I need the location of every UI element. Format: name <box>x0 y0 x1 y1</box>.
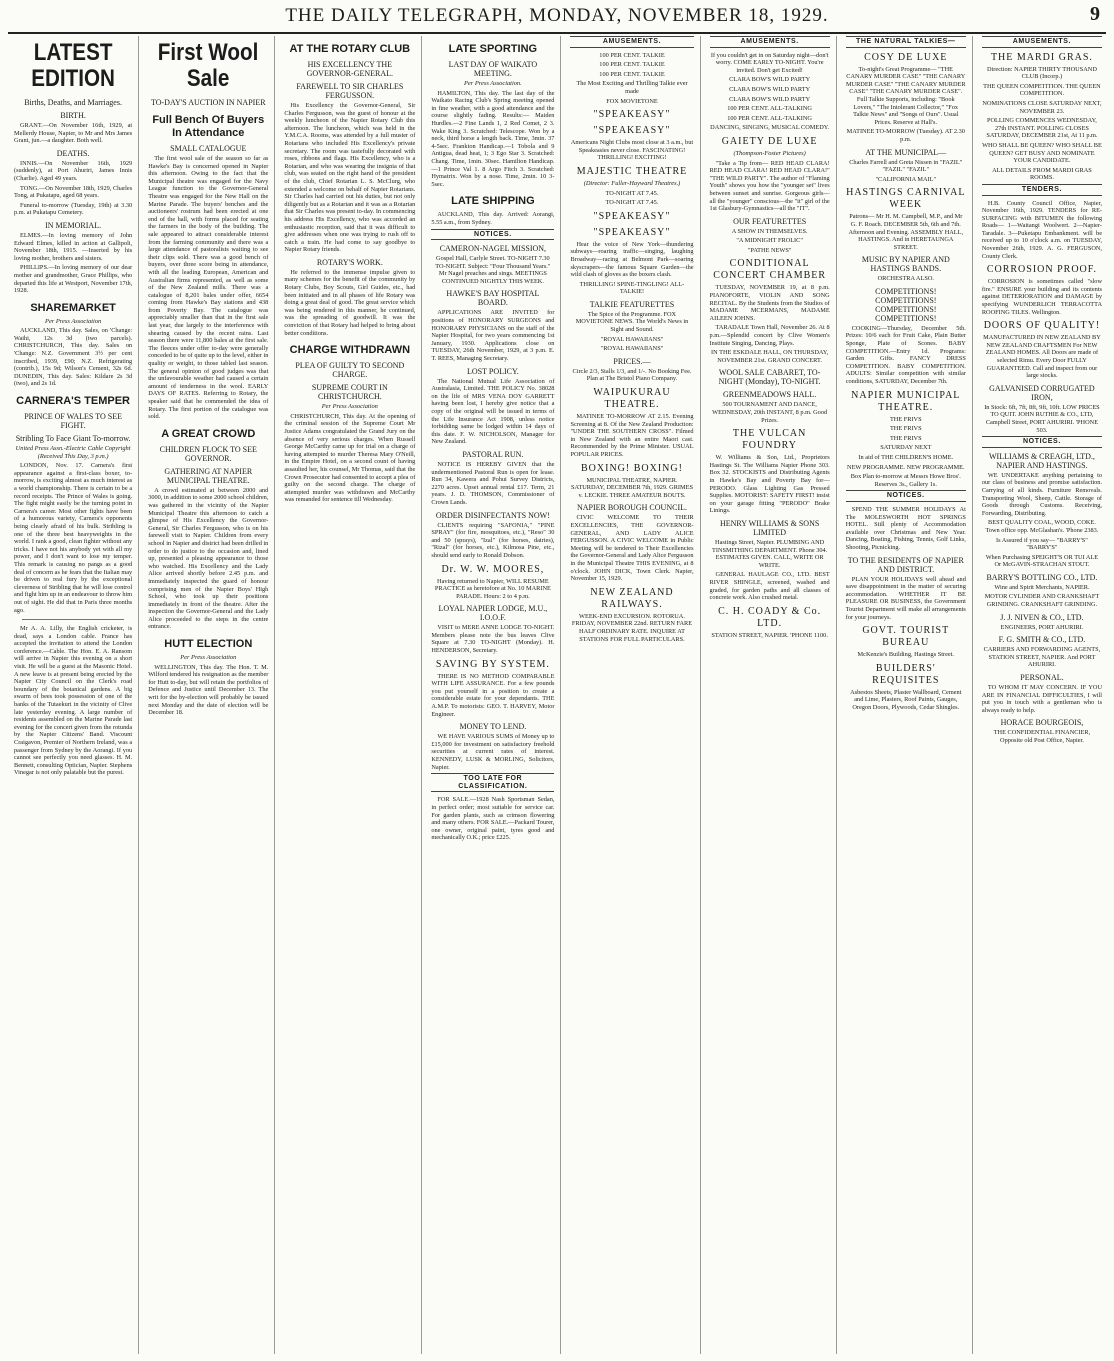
queen-line: THE QUEEN COMPETITION. THE QUEEN COMPETITION. <box>983 82 1101 98</box>
eskdale-text: IN THE ESKDALE HALL, ON THURSDAY, NOVEMBER 21st. GRAND CONCERT. <box>711 349 829 364</box>
speakeasy-title: "SPEAKEASY" <box>593 125 671 137</box>
mission-notice: Gospel Hall, Carlyle Street. TO-NIGHT 7.30 TO-NIGHT. Subject: "Four Thousand Years." Mr Nagel preaches and sings. MEETINGS CONTINUED NIGHTLY THIS WEEK. <box>435 255 551 285</box>
railways-text: WEEK-END EXCURSION. ROTORUA. FRIDAY, NOVEMBER 22nd. RETURN FARE HALF ORDINARY RATE. INQUIRE AT STATIONS FOR FULL PARTICULARS. <box>571 612 693 643</box>
talkie-line: 100 PER CENT. TALKIE <box>599 70 665 78</box>
coady-heading: C. H. COADY & Co. LTD. <box>718 605 822 629</box>
sporting-subheading: LAST DAY OF WAIKATO MEETING. <box>448 60 538 78</box>
moores-heading: Dr. W. W. MOORES, <box>441 563 545 575</box>
carnera-heading: CARNERA'S TEMPER <box>16 395 131 408</box>
news-briefs: Mr A. A. Lilly, the English cricketer, is dead, says a London cable. France has accepted the invitation to attend the London conference.—Cable. The Hon. E. A. Ransom will arrive in Napier this evening on a short visit. He will be a guest at the Masonic Hotel. A new leave is at present being erected by the Napier City Council on the Clerk's road boundary of the botanical gardens. A big swarm of bees took possession of one of the banks of the Tutaekuri in the vicinity of Clive late yesterday evening. A large number of residents assembled on the Marine Parade last evening for the concert given from the rotunda by the Napier Citizens' Band. Viscount Craigavon, Premier of Northern Ireland, was a passenger from Sydney by the Aorangi. If you cannot see perfectly you need glasses. H. M. Bennett, consulting Optician, Napier. Stephens Vinegar is not only palatable but the purest. <box>14 625 133 777</box>
queen-question: WHO SHALL BE QUEEN? WHO SHALL BE QUEEN? GET BUSY AND NOMINATE YOUR CANDIDATE. <box>982 141 1102 165</box>
moores-notice: Having returned to Napier, WILL RESUME PRACTICE as heretofore at No. 10 MARINE PARADE. Hours: 2 to 4 p.m. <box>434 577 551 600</box>
new-programme: NEW PROGRAMME. NEW PROGRAMME. <box>847 463 965 471</box>
bands-heading: MUSIC BY NAPIER AND HASTINGS BANDS. <box>861 255 950 274</box>
column-6 <box>704 36 837 1354</box>
fgs-heading: F. G. SMITH & CO., LTD. <box>998 635 1086 645</box>
clara-line: CLARA BOW'S WILD PARTY <box>729 95 811 103</box>
niven-heading: J. J. NIVEN & CO., LTD. <box>1000 612 1084 622</box>
sharemarket-source: Per Press Association <box>45 317 102 325</box>
funeral-notice: Funeral to-morrow (Tuesday, 19th) at 3.30 p.m. at Pukatapu Cemetery. <box>14 201 133 217</box>
majestic-heading: MAJESTIC THEATRE <box>576 165 688 177</box>
barrys-heading: BARRY'S BOTTLING CO., LTD. <box>986 572 1098 582</box>
speakeasy-text: Americans Night Clubs most close at 3 a.m., but Speakeasies never close. FASCINATING! THRILLING! EXCITING! <box>570 139 694 162</box>
bourgeois-sub: THE CONFIDENTIAL FINANCIER, Opposite old Post Office, Napier. <box>993 729 1091 744</box>
prices-heading: PRICES.— <box>613 356 651 366</box>
late-classification-section: TOO LATE FOR CLASSIFICATION. <box>431 773 554 792</box>
column-3 <box>278 36 422 1354</box>
plan-text: PLAN YOUR HOLIDAYS well ahead and save disappointment in the matter of securing accommodation. WHETHER IT BE PLEASURE OR BUSINESS, the Government Tourist Department will make all arrangements for your journeys. <box>845 575 966 621</box>
wool-sale-article: The first wool sale of the season so far as Hawke's Bay is concerned opened in Napier this afternoon. Owing to the fact that the Municipal theatre was engaged for the Navy League function to the Governor-General Theatre was engaged for the New Hall on the Marine Parade. The buyers' benches and the auctioneers' rostrum had been erected at one end of the hall, with forms placed for seating the farmers in the body of the building. The sale appeared to attract considerable interest from the farming community and there was a large attendance of pastoralists waiting to see their clips sold. There was a good bench of buyers, over three score being in attendance, with all the leading European, American and Australian firms represented, as well as some of the New Zealand mills. There was a catalogue of 8,201 bales under offer, 6654 coming from Hawke's Bay stations and 438 from Poverty Bay. The catalogue was appreciably smaller than that in the first sale last year, due largely to the interference with shearing caused by the recent rains. Last season there were 11,800 bales at the first sale. The fleeces under offer to-day were generally conceded to be of quite up to the level, either in quality or weight, to those tabled last season. The general opinion of good judges was that the unfavourable weather had caused a certain amount of tenderness in the wool. EARLY DAYS OF RATES. Referring to Rotary, the speaker said that he commended the idea of Rotary. The first portion of the catalogue was sold. <box>148 155 269 421</box>
majestic-director: (Director: Fuller-Hayward Theatres.) <box>583 179 681 187</box>
talkie-line: 100 PER CENT. TALKIE <box>599 61 665 69</box>
prices-text: Circle 2/3, Stalls 1/3, and 1/-. No Booking Fee. Plan at The Bristol Piano Company. <box>572 367 692 383</box>
masthead <box>8 0 1106 34</box>
death-notice: TONG.—On November 18th, 1929, Charles Tong, at Pukatapu, aged 68 years. <box>14 184 133 200</box>
rotary-subheading: HIS EXCELLENCY THE GOVERNOR-GENERAL. <box>306 60 394 78</box>
iron-text: In Stock: 6ft, 7ft, 8ft, 9ft, 10ft. LOW PRICES TO QUIT. JOHN RUTHIE & CO., LTD, Campbell Street, PORT AHURIRI. 'PHONE 503. <box>984 403 1100 434</box>
orchestra-line: ORCHESTRA ALSO. <box>877 275 934 283</box>
holidays-text: SPEND THE SUMMER HOLIDAYS At The MOLESWORTH HOT SPRINGS HOTEL. Still plenty of Accommodation available over Christmas and New Year. Dancing, Boating, Fishing, Tennis, Golf Links, Shooting, Picnicking. <box>845 505 966 551</box>
builders-text: Asbestos Sheets, Plaster Wallboard, Cement and Lime, Plasters, Roof Paints, Gauges, Oregon Doors, Plywoods, Cedar Shingles. <box>850 688 962 711</box>
gaiety-sub: (Thompson-Foster Pictures) <box>733 149 806 157</box>
carnival-heading: HASTINGS CARNIVAL WEEK <box>846 187 966 211</box>
saturday-next: SATURDAY NEXT <box>880 444 932 452</box>
barrys-sub: Wine and Spirit Merchants, NAPIER. <box>994 583 1090 591</box>
fox-movietone: FOX MOVIETONE <box>606 97 658 105</box>
money-notice: WE HAVE VARIOUS SUMS of Money up to £15,000 for investment on satisfactory freehold securities at current rates of interest. KENNEDY, LUSK & MORLING, Solicitors, Napier. <box>431 733 555 771</box>
taradale-text: TARADALE Town Hall, November 26. At 8 p.m.—Splendid concert by Clive Women's Institute Singing, Dancing, Plays. <box>709 324 830 347</box>
residents-heading: TO THE RESIDENTS OF NAPIER AND DISTRICT. <box>847 555 964 574</box>
memoriam-heading: IN MEMORIAL. <box>45 220 102 230</box>
lodge-notice: VISIT to MERE ANNE LODGE TO-NIGHT. Members please note the bus leaves Clive Square at 7.30 TO-NIGHT (Monday). H. HENDERSON, Secretary. <box>431 624 555 655</box>
municipal-heading: AT THE MUNICIPAL— <box>865 147 947 157</box>
concert-text: TUESDAY, NOVEMBER 19, at 8 p.m. PIANOFORTE, VIOLIN AND SONG RECITAL. By the Students from the Studios of MADAME MCERMANS, MADAME AILEEN JOHNS. <box>709 284 830 322</box>
column-8 <box>976 36 1108 1354</box>
birth-notice: GRANT.—On November 16th, 1929, at Mellerdy House, Napier, to Mr and Mrs James Grant, jun.—a daughter. Both well. <box>14 122 133 145</box>
auction-subheading: SMALL CATALOGUE <box>170 144 247 153</box>
rotary-subheading: FAREWELL TO SIR CHARLES FERGUSSON. <box>296 82 404 100</box>
disinfectants-heading: ORDER DISINFECTANTS NOW! <box>435 510 550 520</box>
cosy-text: To-night's Great Programme— "THE CANARY MURDER CASE" "THE CANARY MURDER CASE" "THE CANARY MURDER CASE" "THE CANARY MURDER CASE". Full Talkie Supports, including: "Book Lovers," "The Intolerant Collector," "Fox Talkie News" and "Songs of Ours". Usual Prices. Reserve at Hall's. <box>845 65 966 126</box>
spirits-text: When Purchasing SPEIGHT'S OR TUI ALE Or McGAVIN-STRACHAN STOUT. <box>985 553 1099 569</box>
newspaper-title: THE DAILY TELEGRAPH, MONDAY, NOVEMBER 18, 1929. <box>285 5 829 26</box>
boxing-text: MUNICIPAL THEATRE, NAPIER. SATURDAY, DECEMBER 7th, 1929. GRIMES v. LECKIE. THREE AMATEUR BOUTS. <box>571 476 693 499</box>
motor-text: MOTOR CYLINDER AND CRANKSHAFT GRINDING. CRANKSHAFT GRINDING. <box>984 593 1100 609</box>
crowd-article: A crowd estimated at between 2000 and 3000, in addition to some 2000 school children, was gathered in the vicinity of the Napier Municipal Theatre this afternoon to catch a glimpse of His Excellency the Governor-General, Sir Charles Fergusson, who is on his farewell visit to Napier. Children from every school in Napier and district had been drilled in order to do justice to the occasion and, lined up, presented a pleasing appearance to those who watched. His Excellency and the Lady Alice arrived shortly before 2.45 p.m. and immediately inspected the guard of honour comprising men of the Napier Boys' High School, who took up their positions immediately in front of the theatre. After the inspection the Governor-General and the Lady Alice proceeded to the steps in the centre entrance. <box>148 486 269 631</box>
pastoral-heading: PASTORAL RUN. <box>462 449 524 459</box>
amusements-section: AMUSEMENTS. <box>570 36 693 48</box>
quality-text: Is Assured if you say— "BARRY'S" "BARRY'S" <box>996 536 1088 552</box>
williams-creagh-text: WE UNDERTAKE anything pertaining to our class of business and promise satisfaction. Carrying of all kinds. Furniture Removals. Transporting Wool, Sheep, Cattle. Storage of Goods through Customs. Receiving, Forwarding, Distributing. <box>981 471 1103 517</box>
mardi-gras-direction: Direction: NAPIER THIRTY THOUSAND CLUB (Incorp.) <box>987 65 1097 81</box>
lost-policy-notice: The National Mutual Life Association of Australasia, Limited. THE POLICY No. 38028 on the life of MRS VENA DOY GARRETT having been lost, I hereby give notice that a copy of the original will be issued in terms of the Life Insurance Act 1908, unless notice forbidding same be lodged within 14 days of this date. F. W. NICHOLSON, Manager for New Zealand. <box>431 377 555 446</box>
speakeasy-title: "SPEAKEASY" <box>593 210 671 222</box>
vulcan-text: W. Williams & Son, Ltd., Proprietors Hastings St. The Williams Napier Phone 303. Box 32. STOCKISTS and Distributing Agents in Hawke's Bay and Poverty Bay for— PERODO. Glass Lighting Gas Pressed Supplies. MOTORIST: SAFETY FIRST! insist on your garage fitting "PERODO" Brake Linings. <box>709 454 830 515</box>
spine-line: THRILLING! SPINE-TINGLING! ALL-TALKIE! <box>579 280 685 296</box>
speakeasy-title: "SPEAKEASY" <box>593 109 671 121</box>
rotary-heading: AT THE ROTARY CLUB <box>289 43 411 55</box>
frivs-line: THE FRIVS <box>889 415 922 423</box>
mardi-gras-heading: THE MARDI GRAS. <box>990 51 1093 63</box>
saving-heading: SAVING BY SYSTEM. <box>435 658 550 670</box>
gaiety-heading: GAIETY DE LUXE <box>721 135 818 147</box>
pastoral-notice: NOTICE IS HEREBY GIVEN that the undermentioned Pastoral Run is open for lease. Run 34, Kawera and Pohui Survey Districts, 2270 acres. Upset annual rental £17. Term, 21 years. J. D. THOMSON, Commissioner of Crown Lands. <box>431 460 555 506</box>
williams-creagh-heading: WILLIAMS & CREAGH, LTD., NAPIER AND HASTINGS. <box>988 451 1095 470</box>
birth-heading: BIRTH. <box>60 111 86 120</box>
borough-heading: NAPIER BOROUGH COUNCIL. <box>576 503 687 513</box>
cosy-heading: COSY DE LUXE <box>864 51 948 63</box>
column-4 <box>425 36 561 1354</box>
thrilling-line: The Most Exciting and Thrilling Talkie ever made <box>576 80 688 95</box>
greenmeadows-text: 500 TOURNAMENT AND DANCE, WEDNESDAY, 20th INSTANT, 8 p.m. Good Prizes. <box>712 401 828 424</box>
rotary-work-heading: ROTARY'S WORK. <box>316 257 383 267</box>
lost-policy-heading: LOST POLICY. <box>467 366 519 376</box>
tourist-heading: GOVT. TOURIST BUREAU <box>862 625 950 649</box>
sporting-article: HAMILTON, This day. The last day of the Waikato Racing Club's Spring meeting opened in fine weather, with a good attendance and the course slightly fading. Results:— Maiden Hurdles.—2 Fine Lands 1, 2 Red Comet, 2 3. Wake King 3. Scratched: Telescope. Won by a neck, third horse a length back. Time, 3min. 37 4-5sec. Frankton Handicap.—1 Tobola and 9 Antigua, dead heat, 1; 3 Ego Star 3. Scratched: Chang. Time, 1min. 30sec. Hamilton Handicap.—1 Prince Val 1. 8 Argo Fitch 3. Scratched: Hymatrix. Won by a nose. Time, 2min. 10 3-5sec. <box>431 89 555 188</box>
carnera-source: United Press Assn.-Electric Cable Copyright (Received This Day, 3 p.m.) <box>15 445 131 460</box>
tenders-section: TENDERS. <box>982 184 1102 196</box>
vulcan-heading: THE VULCAN FOUNDRY <box>732 428 807 452</box>
notices-section: NOTICES. <box>431 229 554 241</box>
doors-heading: DOORS OF QUALITY! <box>983 320 1101 332</box>
speakeasy-title: "SPEAKEASY" <box>593 226 671 238</box>
personal-heading: PERSONAL. <box>1020 673 1064 683</box>
childrens-home: In aid of THE CHILDREN'S HOME. <box>858 454 954 461</box>
hutt-heading: HUTT ELECTION <box>164 638 253 651</box>
disinfectants-notice: CLIENTS requiring "SAFONIA," "PINE SPRAY" (for fire, mosquitoes, etc.), "Reso" 30 and 50 (sprays), "Izal" (for horses, dairies), "Rizal" (for horses, etc.), Kilmosa Pine, etc., should send early to Ronald Dobson. <box>431 521 555 559</box>
featurettes-text: The Spice of the Programme. FOX MOVIETONE NEWS. The World's News in Sight and Sound. <box>575 310 689 334</box>
gaiety-text: "Take a Tip from— RED HEAD CLARA! RED HEAD CLARA! RED HEAD CLARA!" "THE WILD PARTY". The author of "Flaming Youth" shows you how the "younger set" lives between sunset and sunrise. Gorgeous girls—all the "younger" conscious—the "it" girl of the 1st Glasbury-Gymnastics—all the "IT". <box>709 159 830 213</box>
sporting-heading: LATE SPORTING <box>448 43 538 55</box>
sharemarket-heading: SHAREMARKET <box>30 301 116 314</box>
charge-subheading: PLEA OF GUILTY TO SECOND CHARGE. <box>295 361 405 380</box>
auction-heading: TO-DAY'S AUCTION IN NAPIER <box>150 98 266 107</box>
doors-text: MANUFACTURED IN NEW ZEALAND BY NEW ZEALAND CRAFTSMEN For NEW ZEALAND HOMES. All Doors are made of selected Rimu. Every Door FULLY GUARANTEED. Call and inspect from our large stocks. <box>983 334 1101 380</box>
waipukurau-text: MATINEE TO-MORROW AT 2.15. Evening Screening at 8. Of the New Zealand Production: "UNDER THE SOUTHERN CROSS". Filmed in New Zealand with an entire Maori cast. Recommended by the Prime Minister. USUAL POPULAR PRICES. <box>570 413 694 458</box>
polling-line: POLLING COMMENCES WEDNESDAY, 27th INSTANT. POLLING CLOSES SATURDAY, DECEMBER 21st, At 11 p.m. <box>986 117 1098 140</box>
charge-subheading: SUPREME COURT IN CHRISTCHURCH. <box>311 383 388 402</box>
greenmeadows-heading: GREENMEADOWS HALL. <box>722 390 817 400</box>
box-plan: Box Plan to-morrow at Messrs Howe Bros'. Reserves 3s., Gallery 1s. <box>850 473 961 488</box>
rotary-article: His Excellency the Governor-General, Sir Charles Fergusson, was the guest of honour at the weekly luncheon of the Napier Rotary Club this afternoon. The luncheon, which was held in the Y.M.C.A. Rooms, was attended by a full muster of Rotarians who included His Excellency's private secretary. The room was tastefully decorated with roses, ribbons and flags. His Excellency, who is a Rotarian, and who was wearing the insignia of that club, was seated on the right hand of the president of the club, Chief Rotarian L. S. McClurg, who extended a welcome on behalf of Napier Rotarians. Sir Charles had carried out his duties, but not only diligently but as a Rotarian and it was as a Rotarian that Sir Charles was present to-day. In commencing his address His Excellency, who was accorded an enthusiastic reception, said that it was difficult to give addresses when one was trying to rush off to catch a train. He had come to say goodbye to Napier Rotary friends. <box>284 102 416 254</box>
auction-subheading: Full Bench Of Buyers In Attendance <box>152 114 265 139</box>
fgs-sub: CARRIERS AND FORWARDING AGENTS, STATION STREET, NAPIER. And PORT AHURIRI. <box>983 646 1101 669</box>
amusements-section: AMUSEMENTS. <box>982 36 1102 48</box>
talking-text: If you couldn't get in on Saturday night—don't worry. COME EARLY TO-NIGHT. You're invited. Don't get Excited! <box>710 51 829 74</box>
hawaiians-line: "ROYAL HAWAIIANS" <box>600 345 664 353</box>
personal-text: TO WHOM IT MAY CONCERN. IF YOU ARE IN FINANCIAL DIFFICULTIES, I will put you in touch with a gentleman who is always ready to help. <box>981 684 1103 714</box>
column-7 <box>840 36 973 1354</box>
carnera-article: LONDON, Nov. 17. Carnera's first appearance against a first-class boxer, to-morrow, is exciting almost as much interest as a world championship. There is certain to be a record receipts. The Prince of Wales is going. The fight might easily be the turning point in Carnera's career. Most other fights have been of a humorous variety, Carnera's opponents being clearly afraid of his bulk. Stribling is one of the three best heavyweights in the world. I rank a good, clean fighter without any tricks. I have not his anybody yet with all my power, and I don't want to lose my temper. This remark is causing no pangs as a good deal of concern as he fears that the Italian may be driven to real fury by the exceptional cleverness of Stribling that he will lose control and fight him up in an endeavour to throw him out of sight. He did that in Paris three months ago. <box>14 462 133 614</box>
majestic-tonight: TO-NIGHT AT 7.45. <box>605 189 659 197</box>
corrosion-heading: CORROSION PROOF. <box>986 264 1098 276</box>
crowd-subheading: GATHERING AT NAPIER MUNICIPAL THEATRE. <box>164 466 253 485</box>
haulage-text: GENERAL HAULAGE CO., LTD. BEST RIVER SHINGLE, screened, washed and graded, for garden paths and all classes of concrete work. Also crushed metal. <box>709 571 830 602</box>
notices-section: NOTICES. <box>846 490 966 502</box>
clara-line: CLARA BOW'S WILD PARTY <box>729 76 811 84</box>
corrosion-text: CORROSION is sometimes called "slow fire." ENSURE your building and its contents against DETERIORATION and DAMAGE by specifying WUNDERLICH TERRACOTTA ROOFING TILES. Wellington. <box>981 278 1103 316</box>
late-classification-text: FOR SALE.—1928 Nash Sportsman Sedan, in perfect order; most suitable for service car. For garden plants, such as crimson flowering and many others. FOR SALE.—Packard Tourer, one owner, original paint, tyres good and mechanically O.K.; price £225. <box>431 796 555 842</box>
amusements-section: AMUSEMENTS. <box>710 36 830 48</box>
hospital-heading: HAWKE'S BAY HOSPITAL BOARD. <box>446 289 540 308</box>
notices-section: NOTICES. <box>982 436 1102 448</box>
pathe-line: "PATHE NEWS" <box>747 246 792 254</box>
tenders-text: H.B. County Council Office, Napier, November 16th, 1929. TENDERS for RE-SURFACING with BITUMEN the following Roads— 1—Waitangi Woolwert. 2—Napier-Taradale. 3—Puketapu Embankment. will be received up to 10 o'clock a.m. on TUESDAY, November 26th, 1929. A. G. FERGUSON, County Clerk. <box>981 199 1103 260</box>
hutt-article: WELLINGTON, This day. The Hon. T. M. Wilford tendered his resignation as the member for Hutt to-day, but will retain the portfolios of Defence and Justice until December 13. The writ for the by-election will probably be issued next Monday and the date of election will be December 18. <box>148 663 269 717</box>
columns <box>8 36 1108 1354</box>
henry-williams-text: Hastings Street, Napier. PLUMBING AND TINSMITHING DEPARTMENT. Phone 304. ESTIMATES GIVEN. CALL, WRITE OR WRITE. <box>712 538 828 569</box>
municipal-theatre-heading: NAPIER MUNICIPAL THEATRE. <box>851 389 961 413</box>
fazil-text: Charles Farrell and Greta Nissen in "FAZIL" "FAZIL" "FAZIL" <box>849 158 963 174</box>
competitions-heading: COMPETITIONS! COMPETITIONS! COMPETITIONS! COMPETITIONS! <box>875 286 937 323</box>
column-5 <box>564 36 700 1354</box>
frivs-line: THE FRIVS <box>889 434 922 442</box>
memoriam-notice: PHILLIPS.—In loving memory of our dear mother and grandmother, Grace Phillips, who departed this life at Westport, November 17th, 1928. <box>14 264 133 295</box>
henry-williams-heading: HENRY WILLIAMS & SONS LIMITED <box>719 518 820 537</box>
talking-line: 100 PER CENT. ALL-TALKING <box>727 114 812 122</box>
borough-text: CIVIC WELCOME TO THEIR EXCELLENCIES, THE GOVERNOR-GENERAL, AND LADY ALICE FERGUSSON. A CIVIC WELCOME in Public Meeting will be tendered to Their Excellencies the Governor-General and Lady Alice Fergusson in the Municipal Theatre THIS EVENING, at 8 o'clock. JOHN DICK, Town Clerk. Napier, November 15, 1929. <box>570 514 694 583</box>
memoriam-notice: ELMES.—In loving memory of John Edward Elmes, killed in action at Gallipoli, November 18th, 1915. —Inserted by his loving mother, brothers and sisters. <box>14 231 133 262</box>
show-line: A SHOW IN THEMSELVES. <box>731 227 808 235</box>
railways-heading: NEW ZEALAND RAILWAYS. <box>590 586 674 610</box>
natural-talkies-section: THE NATURAL TALKIES— <box>846 36 966 48</box>
talking-line: 100 PER CENT. ALL-TALKING <box>727 105 812 113</box>
niven-sub: ENGINEERS, PORT AHURIRI. <box>1000 623 1084 631</box>
carnera-subheading: PRINCE OF WALES TO SEE FIGHT. <box>24 412 122 431</box>
carnival-text: Patrons— Mr H. M. Campbell, M.P., and Mr G. F. Roach. DECEMBER 5th, 6th and 7th. Afternoon and Evening. ASSEMBLY HALL, HASTINGS. And in HERETAUNGA STREET. <box>848 213 964 251</box>
hawaiians-line: "ROYAL HAWAIIANS" <box>600 335 664 343</box>
column-1 <box>8 36 139 1354</box>
mission-heading: CAMERON-NAGEL MISSION, <box>439 244 547 254</box>
matinee-line: MATINEE TO-MORROW (Tuesday). AT 2.30 p.m. <box>846 128 965 143</box>
carnera-subheading: Stribling To Face Giant To-morrow. <box>15 434 131 444</box>
cabaret-heading: WOOL SALE CABARET, TO-NIGHT (Monday), TO-NIGHT. <box>718 368 821 387</box>
saving-notice: THERE IS NO METHOD COMPARABLE WITH LIFE ASSURANCE. For a few pounds you put yourself in a position to create a considerable estate for your dependants. THE A.M.P. To motorists: GEO. T. HARVEY, Motor Engineer. <box>431 672 555 718</box>
concert-heading: CONDITIONAL CONCERT CHAMBER <box>713 258 827 282</box>
hospital-notice: APPLICATIONS ARE INVITED for positions of HONORARY SURGEONS and HONORARY PHYSICIANS on the staff of the Napier Hospital, for two years commencing 1st January, 1930. Applications close on TUESDAY, 26th November, 1929, at 3 p.m. E. T. REES, Managing Secretary. <box>431 309 555 363</box>
dancing-line: DANCING, SINGING, MUSICAL COMEDY. <box>710 124 830 132</box>
sharemarket-text: AUCKLAND, This day. Sales, on 'Change: Waihi, 12s 3d (two parcels). CHRISTCHURCH, This day. Sales on 'Change: N.Z. Government 3½ per cent inscribed, 1939, £90; N.Z. Refrigerating (contrib.), 15s 9d; Wilson's Cement, 32s 6d. DUNEDIN, This day. Sales: Kildare 2s 3d (two), and 2s 1d. <box>14 327 133 388</box>
money-heading: MONEY TO LEND. <box>459 722 527 732</box>
charge-source: Per Press Association <box>321 403 378 411</box>
page-number: 9 <box>1090 3 1100 25</box>
featurettes-heading: OUR FEATURETTES <box>733 216 807 226</box>
notices-title: Births, Deaths, and Marriages. <box>24 98 122 107</box>
crowd-subheading: CHILDREN FLOCK TO SEE GOVERNOR. <box>159 444 257 463</box>
details-line: ALL DETAILS FROM MARDI GRAS ROOMS. <box>992 166 1092 182</box>
competitions-text: COOKING—Thursday, December 5th. Prizes: 10/6 each for Fruit Cake, Plain Butter Sponge, Plate of Scones. BABY COMPETITION.—Entry 1d. Programs: Garden Gifts. FANCY DRESS COMPETITION. BABY COMPETITION. ADULTS: Similar competition with similar conditions, SATURDAY, December 7th. <box>845 324 966 386</box>
hutt-source: Per Press Association <box>180 654 237 662</box>
deaths-heading: DEATHS. <box>56 148 90 158</box>
nominations-line: NOMINATIONS CLOSE SATURDAY NEXT, NOVEMBER 23. <box>982 99 1102 115</box>
clara-line: CLARA BOW'S WILD PARTY <box>729 85 811 93</box>
shipping-heading: LATE SHIPPING <box>451 195 535 208</box>
majestic-tonight: TO-NIGHT AT 7.45. <box>605 199 659 207</box>
charge-heading: CHARGE WITHDRAWN <box>289 344 411 357</box>
divider <box>22 619 124 620</box>
first-wool-sale-heading: First Wool Sale <box>157 39 259 92</box>
boxing-heading: BOXING! BOXING! <box>581 462 683 474</box>
frivs-line: THE FRIVS <box>889 425 922 433</box>
sporting-source: Per Press Association. <box>464 80 522 87</box>
builders-heading: BUILDERS' REQUISITES <box>872 662 940 686</box>
california-mail: "CALIFORNIA MAIL" <box>875 175 937 183</box>
charge-article: CHRISTCHURCH, This day. At the opening of the criminal session of the Supreme Court Mr Justice Adams congratulated the Grand Jury on the absence of very serious charges. When Russell George McCarthy came up for trial on a charge of having attempted to murder Theresa Mary O'Neill, in the Empire Hotel, on a second count of having assaulted her, his counsel, Mr Thomas, said that the Crown Prosecutor had consented to accept a plea of guilty on the second charge. The charge of attempted murder was withdrawn and McCarthy was remanded for sentence till Wednesday. <box>284 412 416 504</box>
talkie-line: 100 PER CENT. TALKIE <box>599 51 665 59</box>
frolic-line: "A MIDNIGHT FROLIC" <box>736 237 803 245</box>
waipukurau-heading: WAIPUKURAU THEATRE. <box>593 387 671 411</box>
coady-sub: STATION STREET, NAPIER. 'PHONE 1100. <box>711 631 828 639</box>
iron-heading: GALVANISED CORRUGATED IRON, <box>989 383 1095 402</box>
crowd-heading: A GREAT CROWD <box>161 427 256 440</box>
featurettes-heading: TALKIE FEATURETTES <box>589 299 675 309</box>
tourist-sub: McKenzie's Building, Hastings Street. <box>857 651 954 659</box>
rotary-work-article: He referred to the immense impulse given to many schemes for the benefit of the community by Rotary Clubs, Boy Scouts, Girl Guides, etc., had been initiated and in all phases of life Rotary was doing a great deal of good. The great service which was being rendered in this manner, he continued, was the spreading of goodwill. It was the conviction of that Rotary had helped to bring about better conditions. <box>284 268 416 337</box>
column-2 <box>142 36 275 1354</box>
bourgeois-heading: HORACE BOURGEOIS, <box>1000 718 1084 728</box>
coal-text: BEST QUALITY COAL, WOOD, COKE. Town office opp. McGlashan's. 'Phone 2383. <box>985 519 1099 534</box>
majestic-text: Hear the voice of New York—thundering subways—roaring traffic—singing, laughing Broadway—racing at Belmont Park—soaring skyscrapers—the famous Square Garden—the wild clash of gloves as the boxers clash. <box>570 240 694 279</box>
shipping-article: AUCKLAND, This day. Arrived: Aorangi, 5.55 a.m., from Sydney. <box>431 211 555 226</box>
latest-edition-heading: LATEST EDITION <box>31 39 115 92</box>
lodge-heading: LOYAL NAPIER LODGE, M.U., I.O.O.F. <box>438 604 548 623</box>
death-notice: INNIS.—On November 16th, 1929 (suddenly), at Port Ahuriri, James Innis (Charlie). Aged 49 years. <box>14 159 133 182</box>
